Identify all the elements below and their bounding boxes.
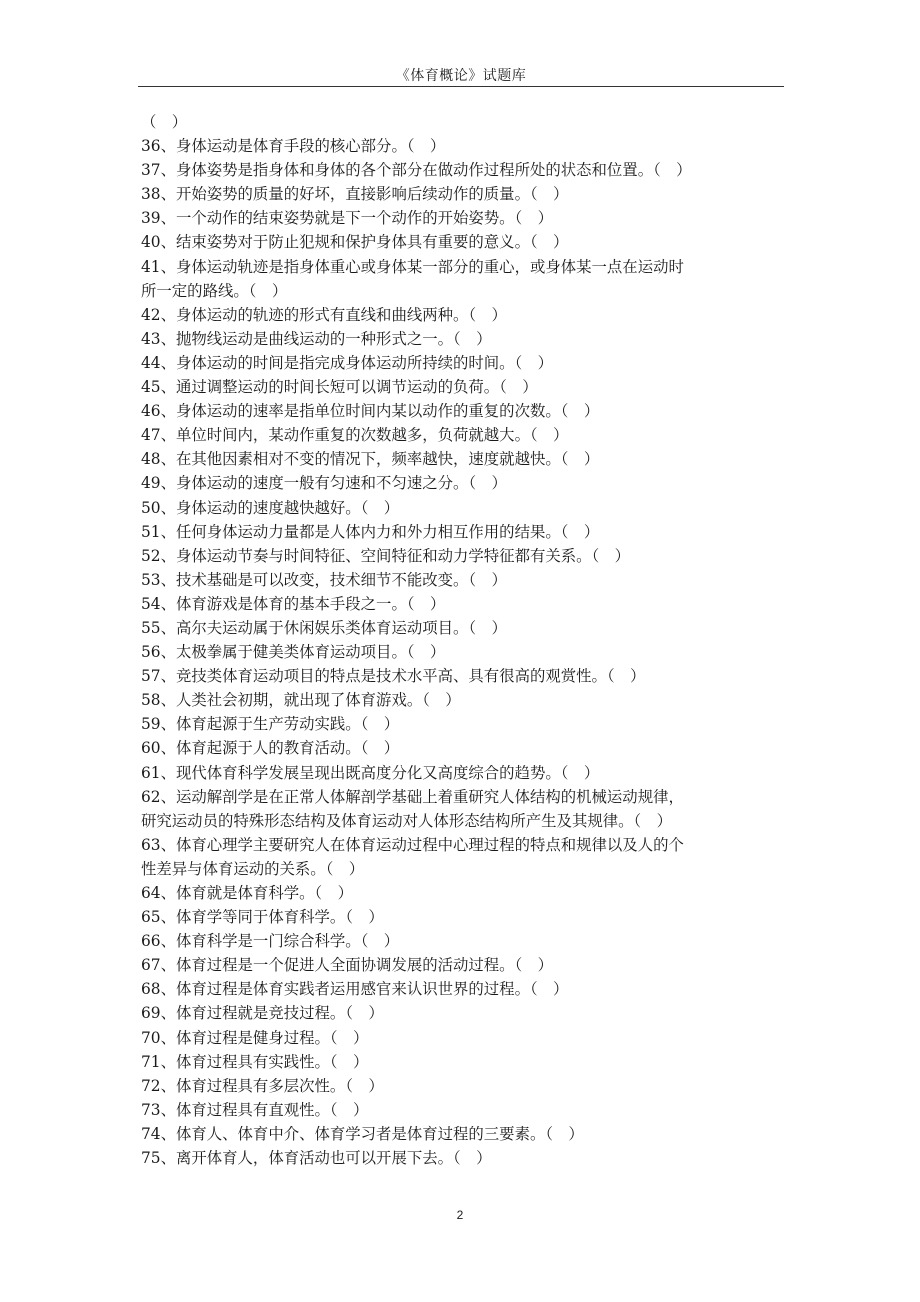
question-line: 47、单位时间内，某动作重复的次数越多，负荷就越大。（ ） [141,426,569,445]
question-line: 研究运动员的特殊形态结构及体育运动对人体形态结构所产生及其规律。（ ） [141,811,672,830]
question-line: 67、体育过程是一个促进人全面协调发展的活动过程。（ ） [141,956,554,975]
question-line: 68、体育过程是体育实践者运用感官来认识世界的过程。（ ） [141,980,569,999]
page-number: 2 [456,1208,464,1222]
question-line: 63、体育心理学主要研究人在体育运动过程中心理过程的特点和规律以及人的个 [141,835,684,854]
question-line: 60、体育起源于人的教育活动。（ ） [141,739,400,758]
question-line: 36、身体运动是体育手段的核心部分。（ ） [141,137,446,156]
question-line: 49、身体运动的速度一般有匀速和不匀速之分。（ ） [141,474,507,493]
question-line: 48、在其他因素相对不变的情况下，频率越快，速度就越快。（ ） [141,450,600,469]
question-line: 69、体育过程就是竞技过程。（ ） [141,1004,384,1023]
question-line: 46、身体运动的速率是指单位时间内某以动作的重复的次数。（ ） [141,402,600,421]
question-line: 51、任何身体运动力量都是人体内力和外力相互作用的结果。（ ） [141,522,600,541]
question-list [141,110,791,1170]
question-line: 54、体育游戏是体育的基本手段之一。（ ） [141,594,446,613]
question-line: 38、开始姿势的质量的好坏，直接影响后续动作的质量。（ ） [141,185,569,204]
question-line: 70、体育过程是健身过程。（ ） [141,1028,369,1047]
question-line: 75、离开体育人，体育活动也可以开展下去。（ ） [141,1149,492,1168]
question-line: 74、体育人、体育中介、体育学习者是体育过程的三要素。（ ） [141,1124,584,1143]
question-line: 所一定的路线。（ ） [141,281,288,300]
question-line: 37、身体姿势是指身体和身体的各个部分在做动作过程所处的状态和位置。（ ） [141,161,692,180]
question-line: 53、技术基础是可以改变，技术细节不能改变。（ ） [141,570,507,589]
question-line: 45、通过调整运动的时间长短可以调节运动的负荷。（ ） [141,378,538,397]
question-line: 44、身体运动的时间是指完成身体运动所持续的时间。（ ） [141,353,554,372]
question-line: 71、体育过程具有实践性。（ ） [141,1052,369,1071]
question-line: 55、高尔夫运动属于休闲娱乐类体育运动项目。（ ） [141,618,507,637]
question-line: 59、体育起源于生产劳动实践。（ ） [141,715,400,734]
question-line: 57、竞技类体育运动项目的特点是技术水平高、具有很高的观赏性。（ ） [141,667,646,686]
question-line: 64、体育就是体育科学。（ ） [141,884,353,902]
question-line: 72、体育过程具有多层次性。（ ） [141,1076,384,1095]
question-line: 65、体育学等同于体育科学。（ ） [141,908,384,927]
question-line: 66、体育科学是一门综合科学。（ ） [141,932,400,951]
question-line: 62、运动解剖学是在正常人体解剖学基础上着重研究人体结构的机械运动规律， [141,787,684,806]
question-line: 50、身体运动的速度越快越好。（ ） [141,498,400,517]
header-divider [138,86,784,87]
question-line: 58、人类社会初期，就出现了体育游戏。（ ） [141,691,461,710]
question-line: 42、身体运动的轨迹的形式有直线和曲线两种。（ ） [141,305,507,324]
question-line: 56、太极拳属于健美类体育运动项目。（ ） [141,643,446,662]
question-line: 52、身体运动节奏与时间特征、空间特征和动力学特征都有关系。（ ） [141,546,630,565]
question-line: 61、现代体育科学发展呈现出既高度分化又高度综合的趋势。（ ） [141,763,600,782]
question-line: 性差异与体育运动的关系。（ ） [141,859,365,878]
question-line: （ ） [141,113,188,131]
question-line: 43、抛物线运动是曲线运动的一种形式之一。（ ） [141,329,492,348]
question-line: 39、一个动作的结束姿势就是下一个动作的开始姿势。（ ） [141,209,554,228]
page-header-title: 《体育概论》试题库 [395,68,527,84]
question-line: 40、结束姿势对于防止犯规和保护身体具有重要的意义。（ ） [141,233,569,252]
question-line: 41、身体运动轨迹是指身体重心或身体某一部分的重心，或身体某一点在运动时 [141,257,684,276]
question-line: 73、体育过程具有直观性。（ ） [141,1100,369,1119]
